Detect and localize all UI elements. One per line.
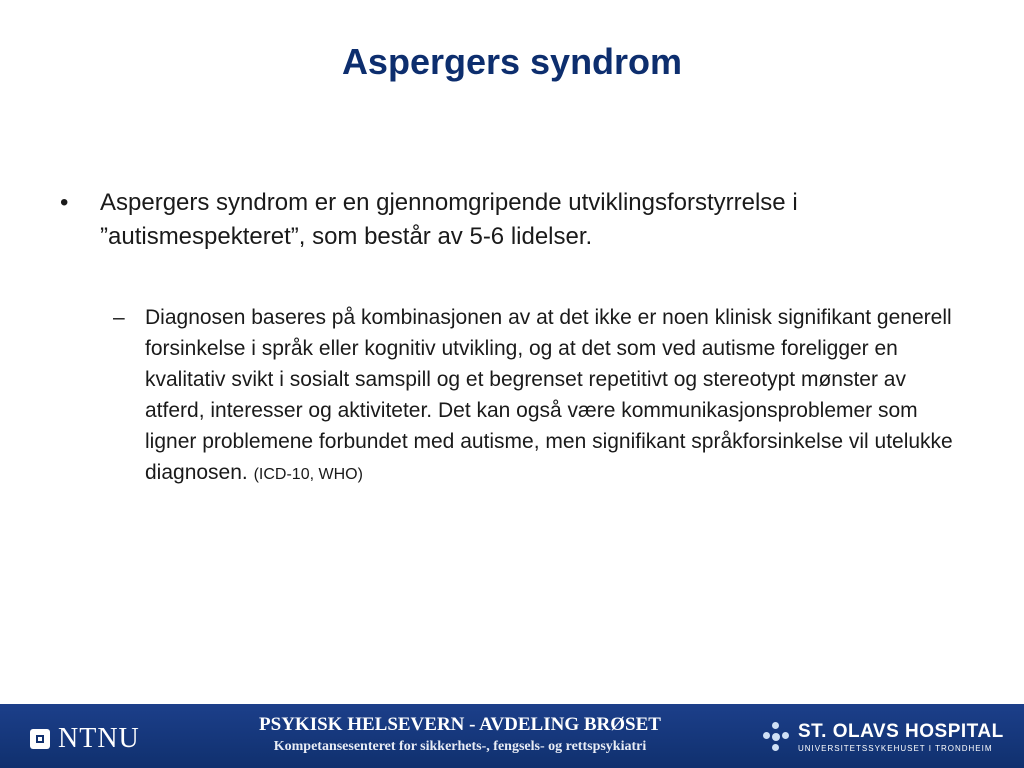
bullet-level1-text: Aspergers syndrom er en gjennomgripende utviklingsforstyrrelse i ”autismespekteret”, som består av 5-6 lidelser. [100, 189, 798, 250]
ntnu-logo-icon [30, 729, 50, 749]
footer-department: PSYKISK HELSEVERN - AVDELING BRØSET [259, 714, 661, 735]
bullet-level2-container [145, 302, 970, 490]
stolav-subtitle: UNIVERSITETSSYKEHUSET I TRONDHEIM [798, 744, 993, 753]
stolav-logo [760, 718, 1010, 758]
ntnu-logo-text: NTNU [58, 723, 140, 754]
footer-center-text [230, 713, 690, 757]
source-reference: (ICD-10, WHO) [253, 466, 363, 483]
dash-marker: – [113, 306, 125, 329]
slide-title: Aspergers syndrom [341, 41, 683, 82]
bullet-level2-text: Diagnosen baseres på kombinasjonen av at det ikke er noen klinisk signifikant generell forsinkelse i språk eller kognitiv utvikling, og at det som ved autisme foreligger en kvalitativ svikt i sosialt samspill og et begrenset repetitivt og stereotypt mønster av atferd, interesser og aktiviteter. Det kan også være kommunikasjonsproblemer som ligner problemene forbundet med autisme, men signifikant språkforsinkelse vil utelukke diagnosen. [145, 306, 953, 484]
stolav-dots-icon [760, 722, 792, 754]
bullet-marker: • [60, 189, 69, 216]
ntnu-logo [30, 724, 140, 754]
footer-subtitle: Kompetansesenteret for sikkerhets-, fengsels- og rettspsykiatri [273, 739, 647, 754]
stolav-title: ST. OLAVS HOSPITAL [798, 721, 1004, 742]
footer-bar [0, 704, 1024, 768]
